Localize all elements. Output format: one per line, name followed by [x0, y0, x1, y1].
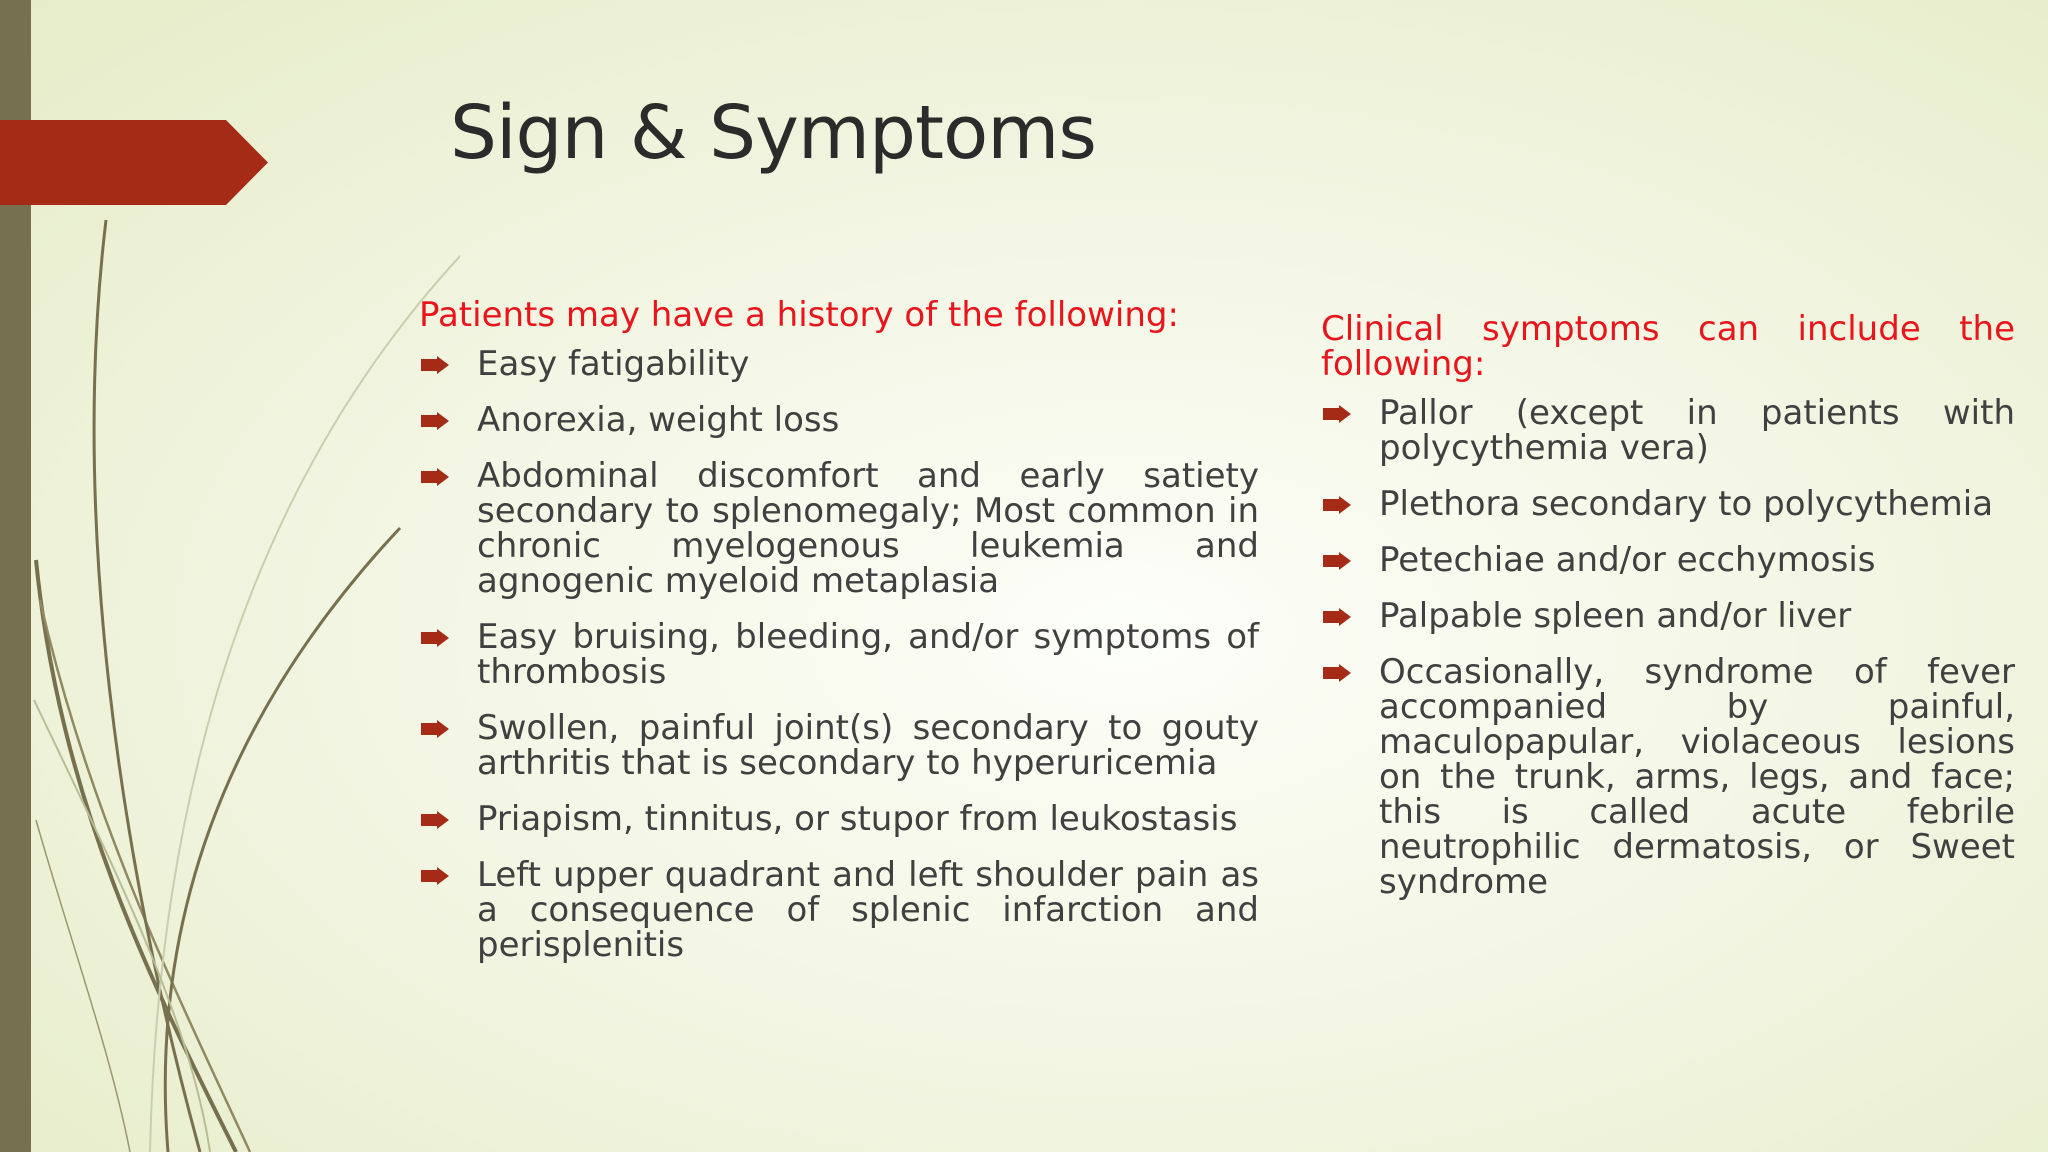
- list-item-text: Petechiae and/or ecchymosis: [1379, 540, 1876, 580]
- list-item: [1321, 393, 2015, 468]
- list-item-text: Swollen, painful joint(s) secondary to gouty arthritis that is secondary to hyperuricemia: [477, 708, 1259, 783]
- slide-title: Sign & Symptoms: [450, 90, 1096, 176]
- list-item: [419, 617, 1259, 692]
- list-item: [419, 855, 1259, 965]
- arrow-bullet-icon: [421, 468, 449, 486]
- list-item-text: Anorexia, weight loss: [477, 400, 840, 440]
- list-item: [419, 799, 1259, 839]
- list-item: [1321, 596, 2015, 636]
- arrow-bullet-icon: [421, 720, 449, 738]
- arrow-bullet-icon: [421, 412, 449, 430]
- history-list: [419, 344, 1259, 965]
- arrow-bullet-icon: [1323, 552, 1351, 570]
- list-item-text: Occasionally, syndrome of fever accompanied by painful, maculopapular, violaceous lesions on the trunk, arms, legs, and face; this is called acute febrile neutrophilic dermatosis, or Sweet syndrome: [1379, 652, 2015, 902]
- clinical-list: [1321, 393, 2015, 902]
- list-item: [1321, 540, 2015, 580]
- clinical-heading: Clinical symptoms can include the following:: [1321, 309, 2015, 384]
- arrow-bullet-icon: [421, 629, 449, 647]
- arrow-bullet-icon: [1323, 664, 1351, 682]
- arrow-bullet-icon: [1323, 608, 1351, 626]
- history-column: [419, 295, 1259, 984]
- list-item-text: Left upper quadrant and left shoulder pain as a consequence of splenic infarction and perisplenitis: [477, 855, 1259, 965]
- list-item-text: Plethora secondary to polycythemia: [1379, 484, 1994, 524]
- title-accent-flag: [0, 120, 268, 205]
- arrow-bullet-icon: [421, 867, 449, 885]
- arrow-bullet-icon: [421, 356, 449, 374]
- arrow-bullet-icon: [1323, 405, 1351, 423]
- list-item: [419, 344, 1259, 384]
- arrow-bullet-icon: [421, 811, 449, 829]
- list-item-text: Easy fatigability: [477, 344, 750, 384]
- arrow-bullet-icon: [1323, 496, 1351, 514]
- list-item-text: Palpable spleen and/or liver: [1379, 596, 1852, 636]
- history-heading: Patients may have a history of the following:: [419, 295, 1179, 335]
- list-item-text: Easy bruising, bleeding, and/or symptoms of thrombosis: [477, 617, 1259, 692]
- list-item: [419, 400, 1259, 440]
- list-item: [419, 708, 1259, 783]
- clinical-column: [1321, 309, 2015, 921]
- list-item-text: Priapism, tinnitus, or stupor from leukostasis: [477, 799, 1238, 839]
- list-item: [1321, 484, 2015, 524]
- list-item-text: Abdominal discomfort and early satiety secondary to splenomegaly; Most common in chronic myelogenous leukemia and agnogenic myeloid metaplasia: [477, 456, 1259, 601]
- list-item: [1321, 652, 2015, 902]
- list-item-text: Pallor (except in patients with polycythemia vera): [1379, 393, 2015, 468]
- list-item: [419, 456, 1259, 601]
